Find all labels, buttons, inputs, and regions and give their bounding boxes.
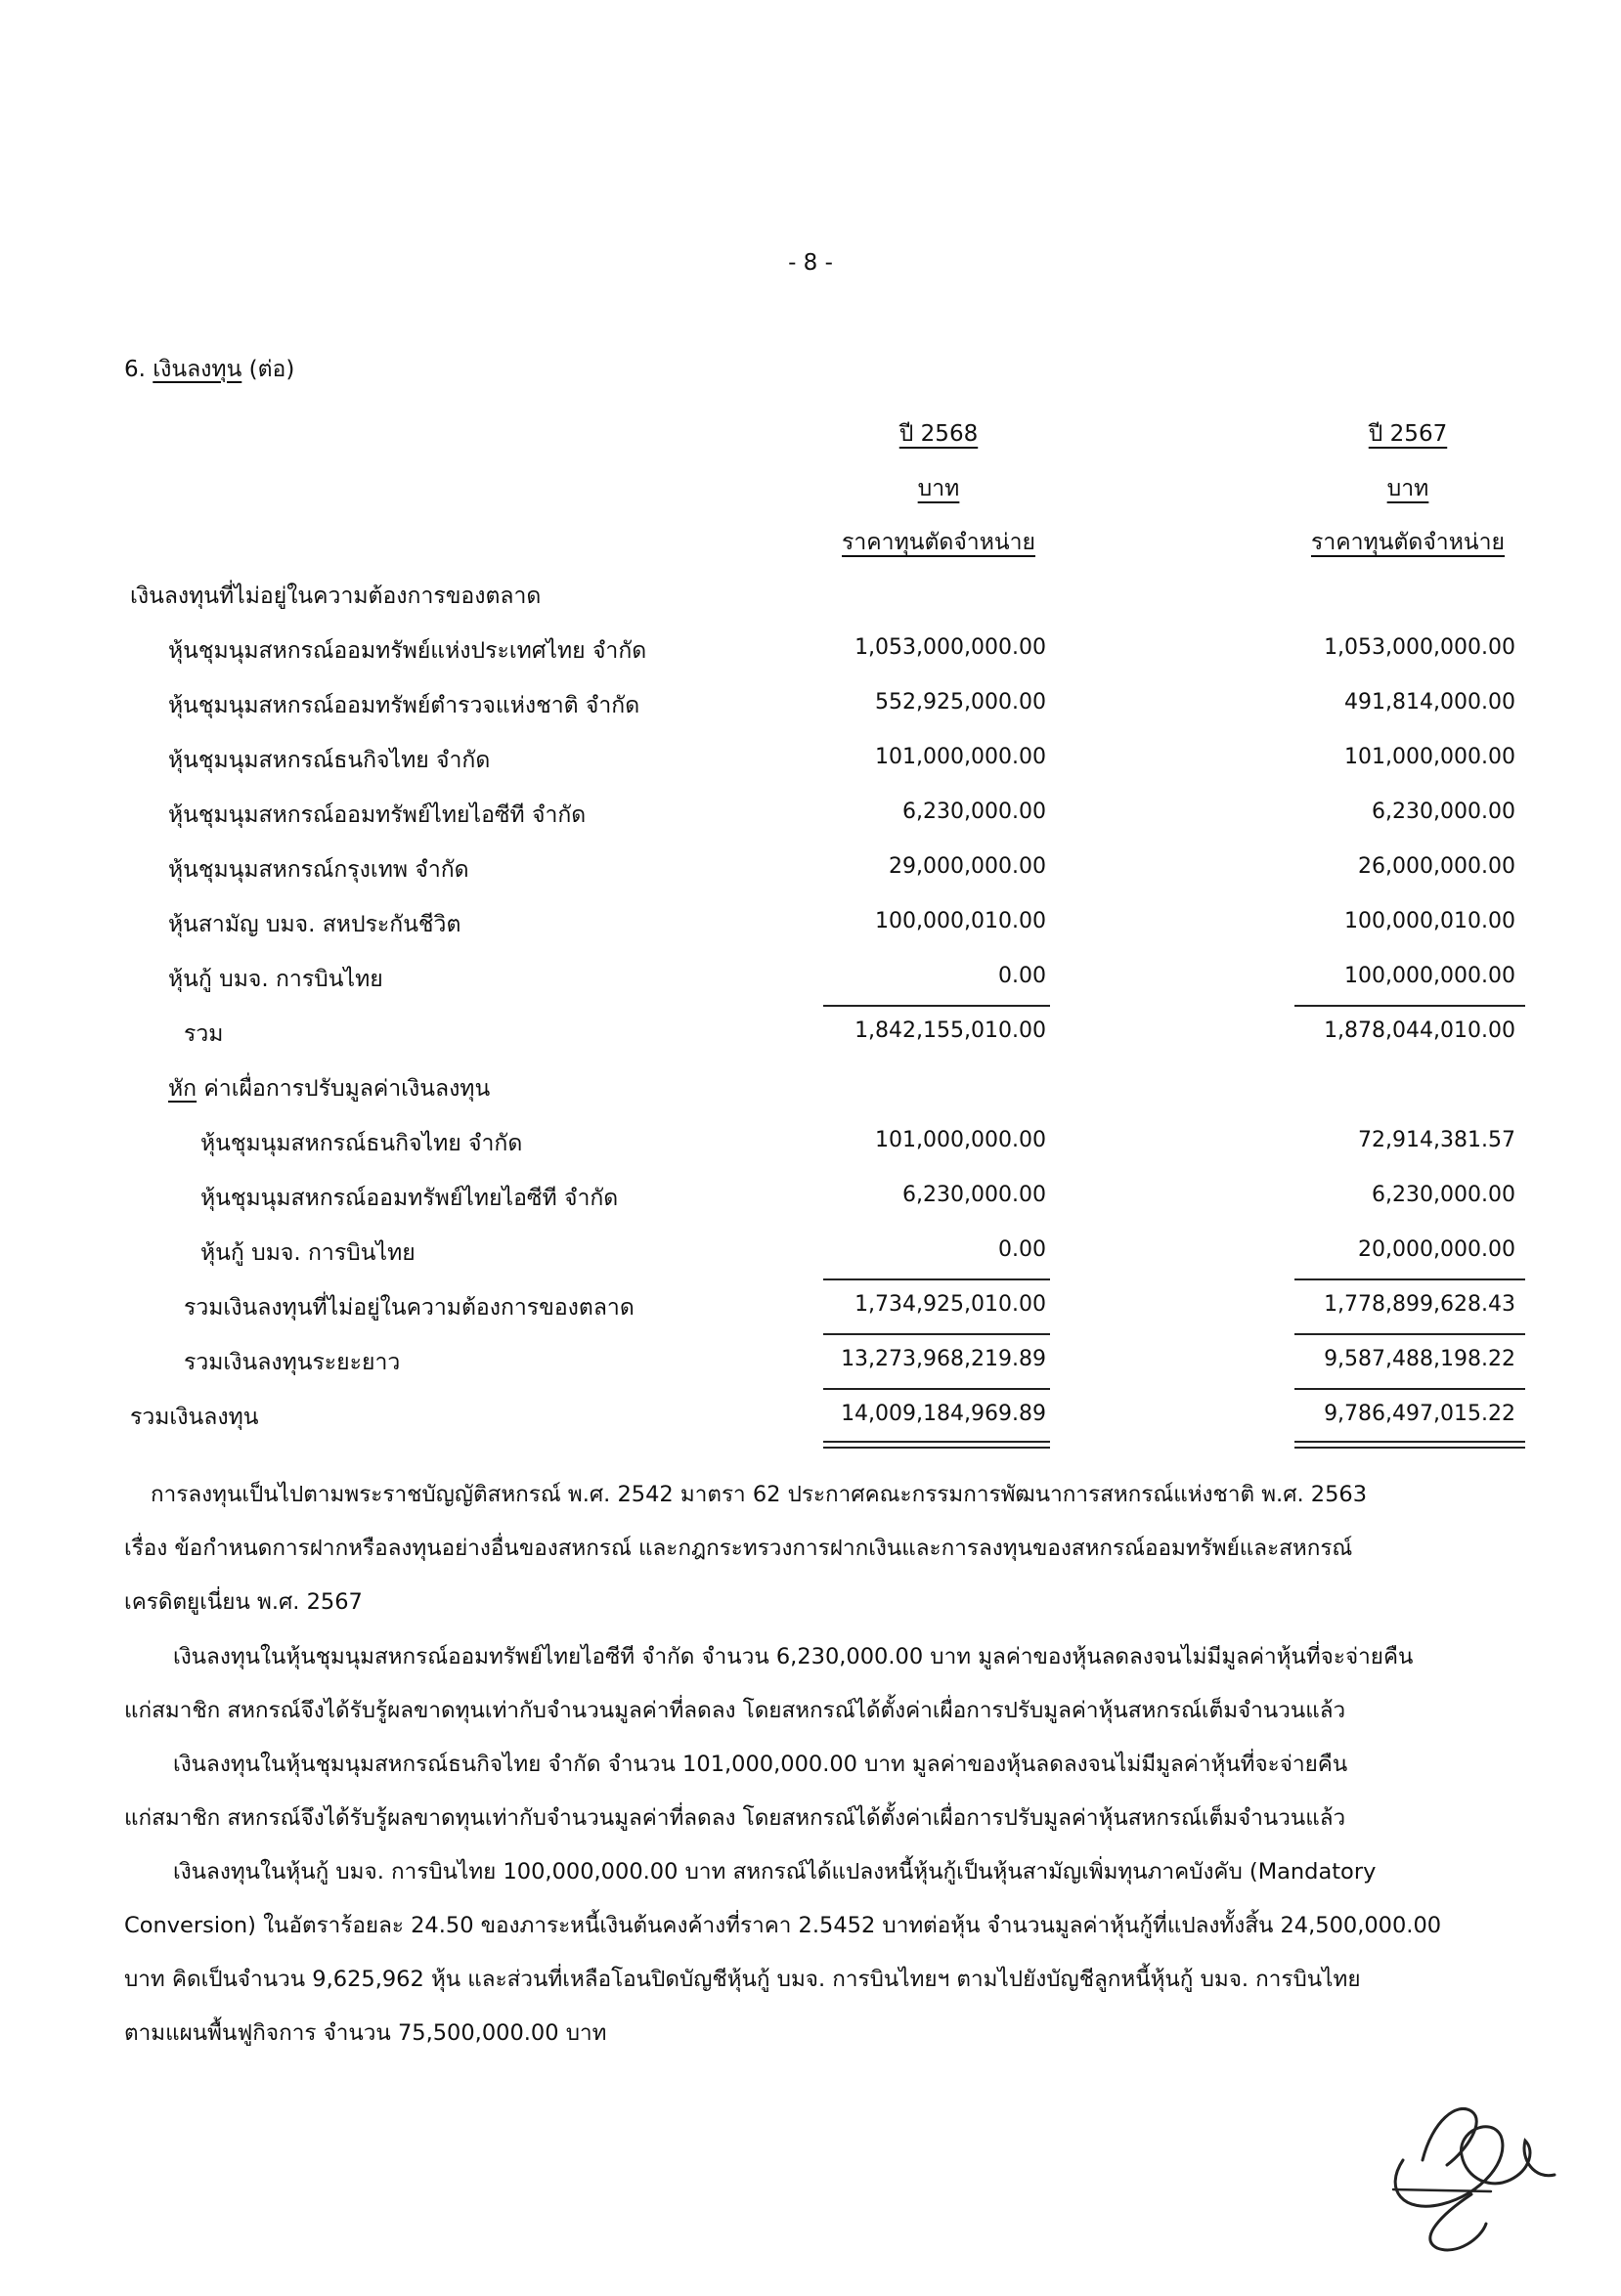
section-suffix: (ต่อ)	[248, 357, 295, 382]
value-2567: 6,230,000.00	[1372, 800, 1515, 824]
value-2568: 552,925,000.00	[875, 690, 1046, 715]
value-2568: 29,000,000.00	[889, 854, 1046, 879]
group-title: เงินลงทุนที่ไม่อยู่ในความต้องการของตลาด	[130, 584, 542, 609]
note-paragraph	[124, 1468, 1493, 1629]
note-line: เงินลงทุนในหุ้นชุมนุมสหกรณ์ออมทรัพย์ไทยไอซีที จำกัด จำนวน 6,230,000.00 บาท มูลค่าของหุ้นลดลงจนไม่มีมูลค่าหุ้นที่จะจ่ายคืน	[173, 1644, 1414, 1669]
value-2568: 101,000,000.00	[875, 1128, 1046, 1152]
value-2567: 101,000,000.00	[1344, 745, 1515, 769]
grand-rule-2568	[823, 1388, 1050, 1390]
row-label: หุ้นกู้ บมจ. การบินไทย	[200, 1240, 416, 1266]
row-label: หุ้นชุมนุมสหกรณ์ออมทรัพย์แห่งประเทศไทย จำกัด	[168, 638, 647, 664]
row-label: หุ้นสามัญ บมจ. สหประกันชีวิต	[168, 912, 461, 937]
value-2567: 72,914,381.57	[1358, 1128, 1515, 1152]
grand-total-2567: 9,786,497,015.22	[1324, 1402, 1515, 1426]
row-label: หุ้นชุมนุมสหกรณ์ธนกิจไทย จำกัด	[168, 748, 491, 773]
section-number: 6.	[124, 357, 146, 382]
value-2567: 491,814,000.00	[1344, 690, 1515, 715]
col-year-2568: ปี 2568	[898, 421, 979, 447]
col-basis-2568: ราคาทุนตัดจำหน่าย	[842, 530, 1035, 555]
total-nonmarket-2567: 1,778,899,628.43	[1324, 1292, 1515, 1317]
subtotal-label: รวม	[184, 1021, 224, 1047]
section-title: เงินลงทุน	[153, 357, 242, 382]
note-paragraph	[124, 1738, 1493, 1845]
note-line: แก่สมาชิก สหกรณ์จึงได้รับรู้ผลขาดทุนเท่ากับจำนวนมูลค่าที่ลดลง โดยสหกรณ์ได้ตั้งค่าเผื่อการปรับมูลค่าหุ้นสหกรณ์เต็มจำนวนแล้ว	[124, 1805, 1346, 1831]
section-heading	[124, 352, 294, 387]
value-2567: 1,053,000,000.00	[1324, 635, 1515, 660]
subtotal-2568: 1,842,155,010.00	[854, 1018, 1046, 1043]
subtotal-2567: 1,878,044,010.00	[1324, 1018, 1515, 1043]
note-paragraph	[124, 1630, 1493, 1738]
value-2568: 0.00	[998, 964, 1046, 988]
value-2567: 6,230,000.00	[1372, 1183, 1515, 1207]
value-2567: 26,000,000.00	[1358, 854, 1515, 879]
note-line: ตามแผนพื้นฟูกิจการ จำนวน 75,500,000.00 บาท	[124, 2020, 607, 2046]
row-label: หุ้นชุมนุมสหกรณ์ออมทรัพย์ไทยไอซีที จำกัด	[200, 1186, 619, 1211]
row-label: หุ้นชุมนุมสหกรณ์ออมทรัพย์ไทยไอซีที จำกัด	[168, 802, 587, 828]
col-basis-2567: ราคาทุนตัดจำหน่าย	[1311, 530, 1505, 555]
total-nonmarket-2568: 1,734,925,010.00	[854, 1292, 1046, 1317]
note-line: การลงทุนเป็นไปตามพระราชบัญญัติสหกรณ์ พ.ศ. 2542 มาตรา 62 ประกาศคณะกรรมการพัฒนาการสหกรณ์แห่งชาติ พ.ศ. 2563	[151, 1482, 1368, 1507]
grand-rule-2567	[1294, 1388, 1525, 1390]
double-rule-2567-a	[1294, 1441, 1525, 1443]
value-2568: 6,230,000.00	[902, 800, 1046, 824]
longterm-rule-2567	[1294, 1333, 1525, 1335]
signature-mark	[1364, 2043, 1569, 2258]
double-rule-2568-a	[823, 1441, 1050, 1443]
total-longterm-2567: 9,587,488,198.22	[1324, 1347, 1515, 1371]
value-2568: 101,000,000.00	[875, 745, 1046, 769]
less-prefix: หัก	[168, 1076, 197, 1102]
total-rule-2568	[823, 1278, 1050, 1280]
value-2567: 20,000,000.00	[1358, 1237, 1515, 1262]
row-label: หุ้นชุมนุมสหกรณ์กรุงเทพ จำกัด	[168, 857, 469, 883]
note-line: Conversion) ในอัตราร้อยละ 24.50 ของภาระหนี้เงินต้นคงค้างที่ราคา 2.5452 บาทต่อหุ้น จำนวนมูลค่าหุ้นกู้ที่แปลงทั้งสิ้น 24,500,000.00	[124, 1913, 1442, 1938]
col-year-2567: ปี 2567	[1368, 421, 1448, 447]
value-2568: 1,053,000,000.00	[854, 635, 1046, 660]
row-label: หุ้นชุมนุมสหกรณ์ธนกิจไทย จำกัด	[200, 1131, 523, 1156]
value-2568: 6,230,000.00	[902, 1183, 1046, 1207]
double-rule-2567-b	[1294, 1447, 1525, 1449]
total-nonmarket-label: รวมเงินลงทุนที่ไม่อยู่ในความต้องการของตลาด	[184, 1295, 635, 1321]
longterm-rule-2568	[823, 1333, 1050, 1335]
value-2568: 100,000,010.00	[875, 909, 1046, 933]
double-rule-2568-b	[823, 1447, 1050, 1449]
note-line: เงินลงทุนในหุ้นชุมนุมสหกรณ์ธนกิจไทย จำกัด จำนวน 101,000,000.00 บาท มูลค่าของหุ้นลดลงจนไม่มีมูลค่าหุ้นที่จะจ่ายคืน	[173, 1752, 1348, 1777]
total-longterm-2568: 13,273,968,219.89	[841, 1347, 1046, 1371]
row-label: หุ้นชุมนุมสหกรณ์ออมทรัพย์ตำรวจแห่งชาติ จำกัด	[168, 693, 640, 718]
note-line: บาท คิดเป็นจำนวน 9,625,962 หุ้น และส่วนที่เหลือโอนปิดบัญชีหุ้นกู้ บมจ. การบินไทยฯ ตามไปยังบัญชีลูกหนี้หุ้นกู้ บมจ. การบินไทย	[124, 1967, 1361, 1992]
page-number: - 8 -	[788, 250, 833, 276]
value-2568: 0.00	[998, 1237, 1046, 1262]
less-heading	[168, 1071, 490, 1106]
subtotal-rule-2568	[823, 1005, 1050, 1007]
col-unit-2567: บาท	[1386, 476, 1429, 501]
value-2567: 100,000,000.00	[1344, 964, 1515, 988]
grand-total-label: รวมเงินลงทุน	[130, 1405, 259, 1430]
total-longterm-label: รวมเงินลงทุนระยะยาว	[184, 1350, 401, 1375]
less-label: ค่าเผื่อการปรับมูลค่าเงินลงทุน	[203, 1076, 491, 1102]
note-paragraph	[124, 1845, 1493, 2060]
subtotal-rule-2567	[1294, 1005, 1525, 1007]
note-line: เครดิตยูเนี่ยน พ.ศ. 2567	[124, 1589, 363, 1615]
col-unit-2568: บาท	[917, 476, 960, 501]
grand-total-2568: 14,009,184,969.89	[841, 1402, 1046, 1426]
note-line: เรื่อง ข้อกำหนดการฝากหรือลงทุนอย่างอื่นของสหกรณ์ และกฎกระทรวงการฝากเงินและการลงทุนของสหกรณ์ออมทรัพย์และสหกรณ์	[124, 1536, 1353, 1561]
note-line: แก่สมาชิก สหกรณ์จึงได้รับรู้ผลขาดทุนเท่ากับจำนวนมูลค่าที่ลดลง โดยสหกรณ์ได้ตั้งค่าเผื่อการปรับมูลค่าหุ้นสหกรณ์เต็มจำนวนแล้ว	[124, 1698, 1346, 1723]
note-line: เงินลงทุนในหุ้นกู้ บมจ. การบินไทย 100,000,000.00 บาท สหกรณ์ได้แปลงหนี้หุ้นกู้เป็นหุ้นสามัญเพิ่มทุนภาคบังคับ (Mandatory	[173, 1859, 1377, 1884]
row-label: หุ้นกู้ บมจ. การบินไทย	[168, 967, 383, 992]
value-2567: 100,000,010.00	[1344, 909, 1515, 933]
total-rule-2567	[1294, 1278, 1525, 1280]
